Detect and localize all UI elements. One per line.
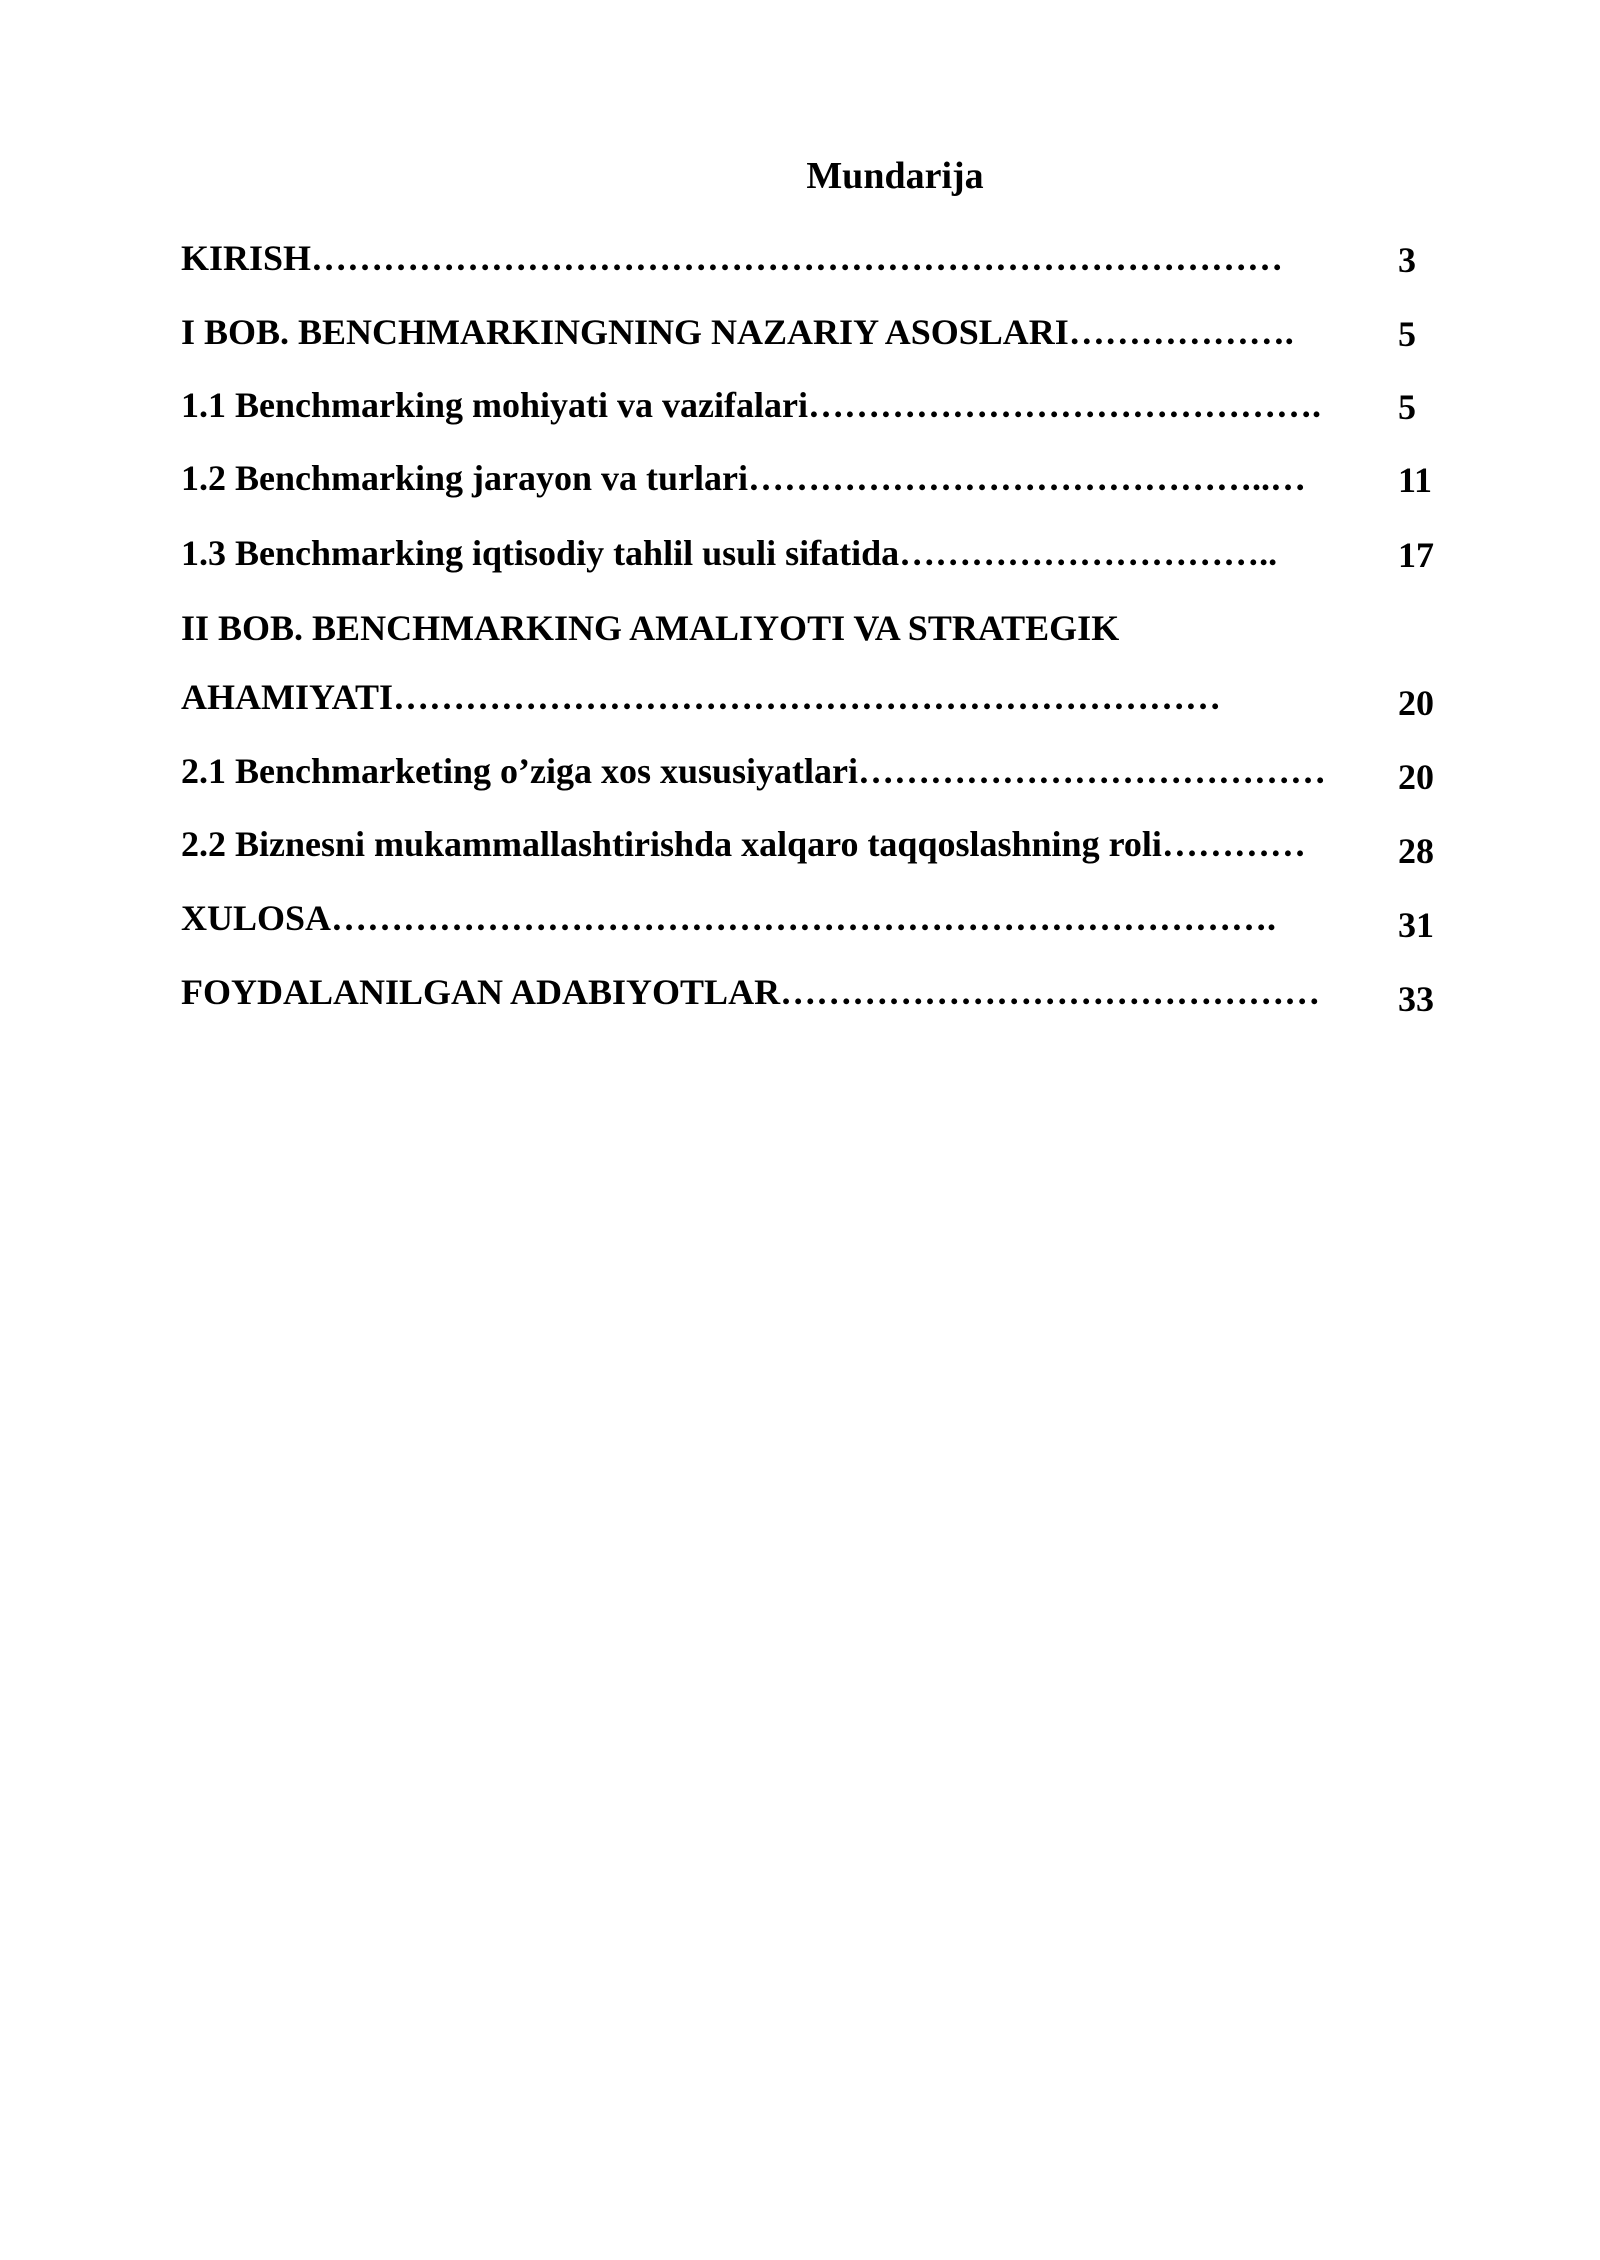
toc-entry-page: 11 [1398, 460, 1433, 500]
toc-entry-label: 1.3 Benchmarking iqtisodiy tahlil usuli sifatida………………………….. [181, 533, 1278, 573]
toc-entry-page: 20 [1398, 757, 1434, 797]
toc-entry-page: 20 [1398, 683, 1434, 723]
toc-entry-page: 5 [1398, 314, 1416, 354]
toc-entry-page: 5 [1398, 387, 1416, 427]
toc-entry-label: 1.1 Benchmarking mohiyati va vazifalari……………………………………. [181, 385, 1321, 425]
toc-entry-label: KIRISH……………………………………………………………………… [181, 238, 1284, 278]
toc-entry-label: FOYDALANILGAN ADABIYOTLAR……………………………………… [181, 972, 1321, 1012]
toc-entry-page: 17 [1398, 535, 1434, 575]
toc-entry-page: 3 [1398, 240, 1416, 280]
toc-entry-page: 28 [1398, 831, 1434, 871]
toc-entry-label: 2.2 Biznesni mukammallashtirishda xalqaro taqqoslashning roli………… [181, 824, 1306, 864]
toc-entry-label: I BOB. BENCHMARKINGNING NAZARIY ASOSLARI………………. [181, 312, 1294, 352]
page-title: Mundarija [806, 155, 984, 197]
toc-entry-label: II BOB. BENCHMARKING AMALIYOTI VA STRATEGIK [181, 608, 1120, 648]
toc-entry-page: 31 [1398, 905, 1434, 945]
toc-entry-label: AHAMIYATI…………………………………………………………… [181, 677, 1222, 717]
toc-entry-label: XULOSA……………………………………………………………………. [181, 898, 1277, 938]
toc-entry-label: 1.2 Benchmarking jarayon va turlari……………………………………..… [181, 458, 1306, 498]
toc-entry-label: 2.1 Benchmarketing o’ziga xos xususiyatlari………………………………… [181, 751, 1327, 791]
toc-entry-page: 33 [1398, 979, 1434, 1019]
